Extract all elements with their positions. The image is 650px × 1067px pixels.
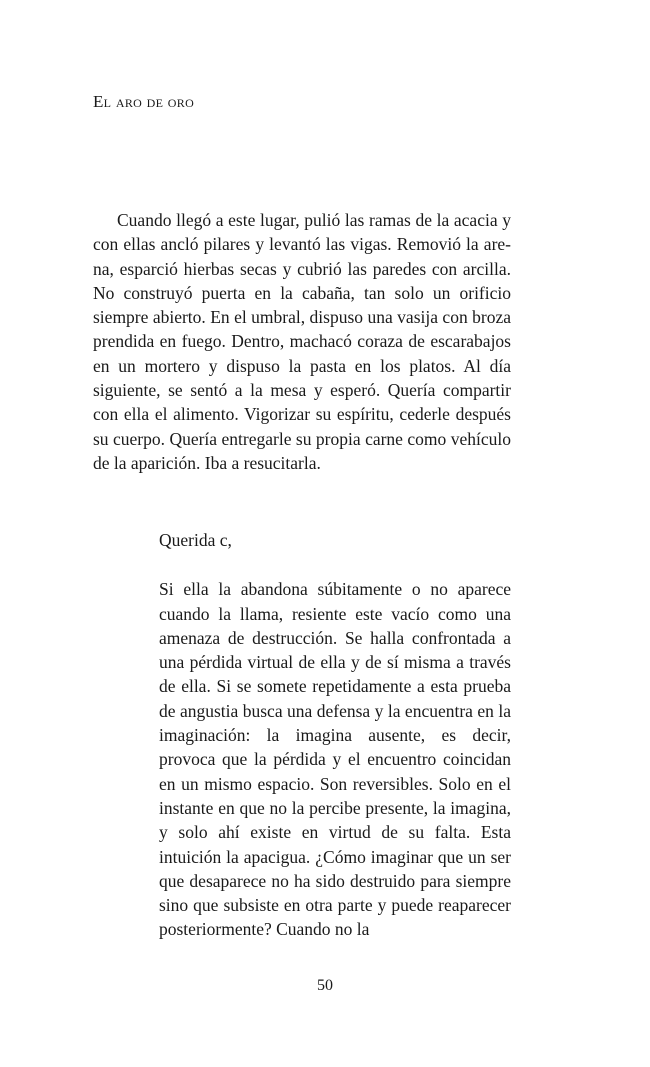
letter-salutation: Querida c,: [159, 530, 232, 550]
narrative-paragraph: Cuando llegó a este lugar, pulió las ramas de la acacia y con ellas ancló pilares y levantó las vigas. Removió la arena, esparció hierbas secas y cubrió las paredes con arcilla. No construyó puerta en la cabaña, tan solo un orificio siempre abierto. En el umbral, dispuso una vasija con broza prendida en fuego. Dentro, machacó coraza de escarabajos en un mortero y dispuso la pasta en los platos. Al día siguiente, se sentó a la mesa y esperó. Quería compartir con ella el alimento. Vigorizar su espíritu, cederle después su cuerpo. Quería entregarle su propia carne como vehículo de la aparición. Iba a resucitarla.: [93, 210, 511, 473]
page-number: 50: [317, 977, 333, 994]
running-head: El aro de oro: [93, 92, 195, 111]
letter-body: Si ella la abandona súbitamente o no aparece cuando la llama, resiente este vacío como una amenaza de destrucción. Se halla confrontada a una pérdida virtual de ella y de sí misma a través de ella. Si se somete repetidamente a esta prueba de angustia busca una defensa y la encuentra en la imaginación: la imagina ausente, es decir, provoca que la pérdida y el encuentro coincidan en un mismo espacio. Son reversibles. Solo en el instante en que no la percibe presente, la imagina, y solo ahí existe en virtud de su falta. Esta intuición la apacigua. ¿Cómo imaginar que un ser que desaparece no ha sido destruido para siempre sino que subsiste en otra parte y puede reaparecer posteriormente? Cuando no la: [159, 579, 511, 940]
letter-block: [159, 528, 511, 942]
